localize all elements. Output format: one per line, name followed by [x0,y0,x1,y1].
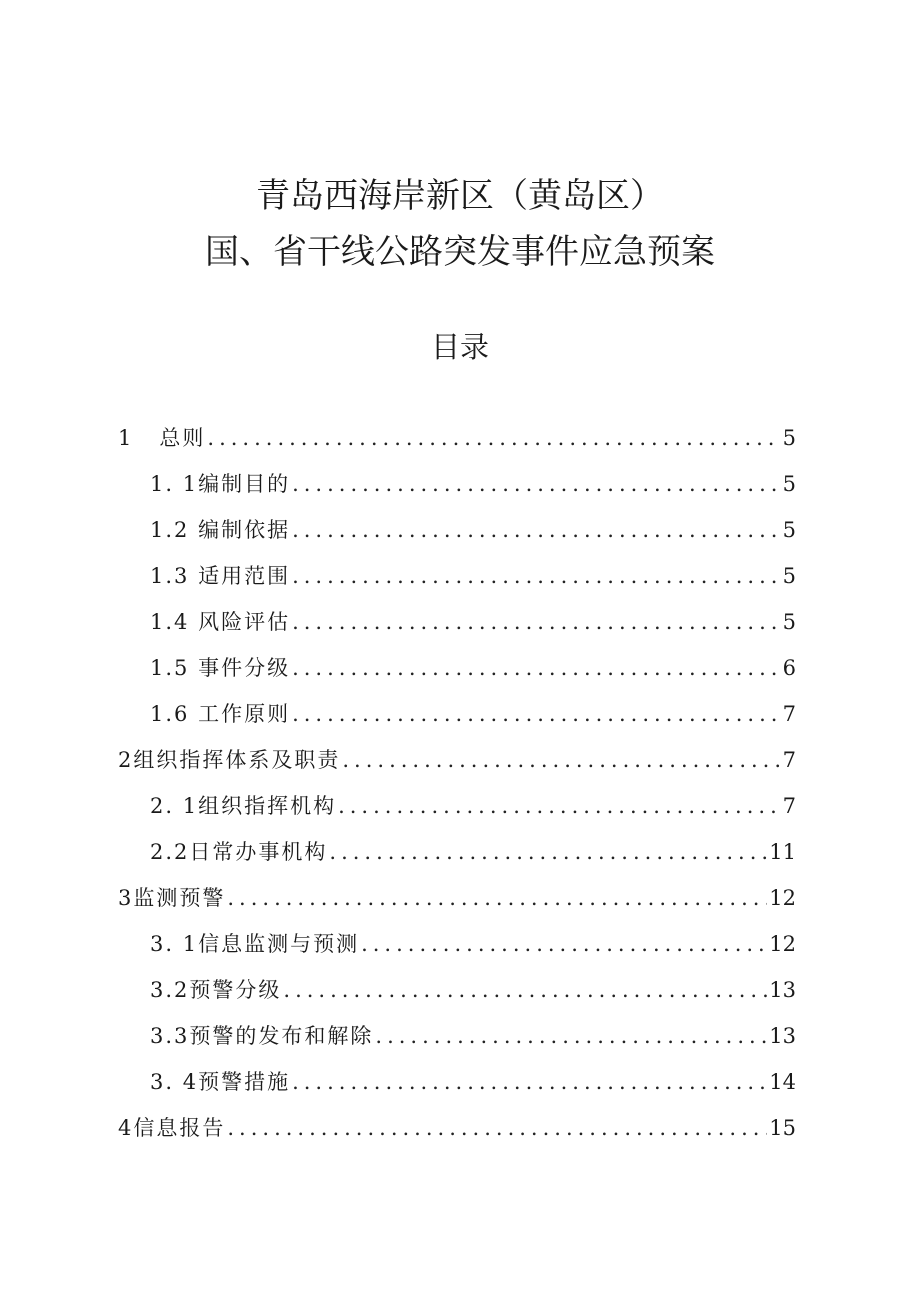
toc-leader-dots [292,610,781,634]
toc-entry-number: 1.5 [150,656,199,680]
toc-entry-number: 3.2 [150,978,190,1002]
toc-entry-page: 15 [769,1116,796,1140]
toc-entry-label: 预警措施 [198,1070,291,1094]
toc-entry-page: 5 [782,472,796,496]
document-title-line-2: 国、省干线公路突发事件应急预案 [205,232,715,272]
toc-entry[interactable] [118,744,796,774]
toc-leader-dots [292,1070,767,1094]
toc-leader-dots [329,840,767,864]
toc-entry[interactable] [150,790,796,820]
toc-leader-dots [292,518,781,542]
toc-entry-label: 事件分级 [198,656,291,680]
toc-leader-dots [292,472,781,496]
toc-entry-label: 总则 [159,426,206,450]
toc-entry[interactable] [150,974,796,1004]
toc-entry-label: 风险评估 [198,610,291,634]
toc-leader-dots [283,978,767,1002]
toc-leader-dots [227,1116,767,1140]
toc-entry-label: 日常办事机构 [189,840,328,864]
toc-entry[interactable] [118,1112,796,1142]
toc-entry[interactable] [150,652,796,682]
toc-entry-page: 5 [782,564,796,588]
toc-entry-label: 编制依据 [198,518,291,542]
toc-entry-number: 3.3 [150,1024,190,1048]
toc-entry[interactable] [150,836,796,866]
toc-entry-number: 2. 1 [150,794,199,818]
toc-entry-label: 编制目的 [198,472,291,496]
toc-entry-number: 1. 1 [150,472,199,496]
toc-entry-number: 3. 4 [150,1070,199,1094]
toc-entry-label: 组织指挥机构 [198,794,337,818]
toc-entry-label: 适用范围 [198,564,291,588]
toc-entry[interactable] [150,468,796,498]
toc-entry-page: 13 [769,1024,796,1048]
toc-entry-number: 4 [118,1116,134,1140]
toc-entry-page: 6 [782,656,796,680]
toc-entry[interactable] [150,606,796,636]
toc-entry[interactable] [150,1020,796,1050]
toc-entry-label: 工作原则 [198,702,291,726]
toc-entry-page: 5 [782,610,796,634]
toc-leader-dots [292,564,781,588]
toc-entry-page: 7 [782,794,796,818]
toc-entry-number: 1.4 [150,610,199,634]
toc-leader-dots [375,1024,767,1048]
toc-leader-dots [292,702,781,726]
toc-entry-page: 13 [769,978,796,1002]
toc-entry-label: 预警的发布和解除 [189,1024,374,1048]
document-title-line-1: 青岛西海岸新区（黄岛区） [256,176,664,216]
toc-entry-label: 监测预警 [133,886,226,910]
toc-entry-page: 7 [782,702,796,726]
toc-entry[interactable] [118,422,796,452]
toc-entry-number: 3 [118,886,134,910]
toc-entry-label: 信息监测与预测 [198,932,360,956]
toc-entry-number: 1.2 [150,518,199,542]
toc-leader-dots [342,748,780,772]
toc-entry-number: 3. 1 [150,932,199,956]
toc-entry[interactable] [150,514,796,544]
toc-entry-number: 2.2 [150,840,190,864]
toc-leader-dots [207,426,780,450]
toc-leader-dots [227,886,767,910]
toc-entry-page: 14 [769,1070,796,1094]
toc-entry[interactable] [150,1066,796,1096]
toc-entry-number: 1 [118,426,160,450]
toc-entry[interactable] [150,928,796,958]
toc-entry-page: 12 [769,932,796,956]
toc-entry-label: 组织指挥体系及职责 [133,748,341,772]
toc-entry-label: 信息报告 [133,1116,226,1140]
toc-leader-dots [292,656,781,680]
toc-entry-page: 5 [782,426,796,450]
toc-entry[interactable] [118,882,796,912]
toc-entry-number: 1.6 [150,702,199,726]
toc-heading: 目录 [430,330,489,364]
toc-entry-number: 1.3 [150,564,199,588]
toc-entry-label: 预警分级 [189,978,282,1002]
toc-entry-page: 11 [769,840,796,864]
toc-leader-dots [361,932,767,956]
toc-entry-page: 12 [769,886,796,910]
toc-leader-dots [338,794,781,818]
toc-entry[interactable] [150,698,796,728]
toc-entry-page: 5 [782,518,796,542]
toc-entry-number: 2 [118,748,134,772]
toc-entry-page: 7 [782,748,796,772]
toc-entry[interactable] [150,560,796,590]
